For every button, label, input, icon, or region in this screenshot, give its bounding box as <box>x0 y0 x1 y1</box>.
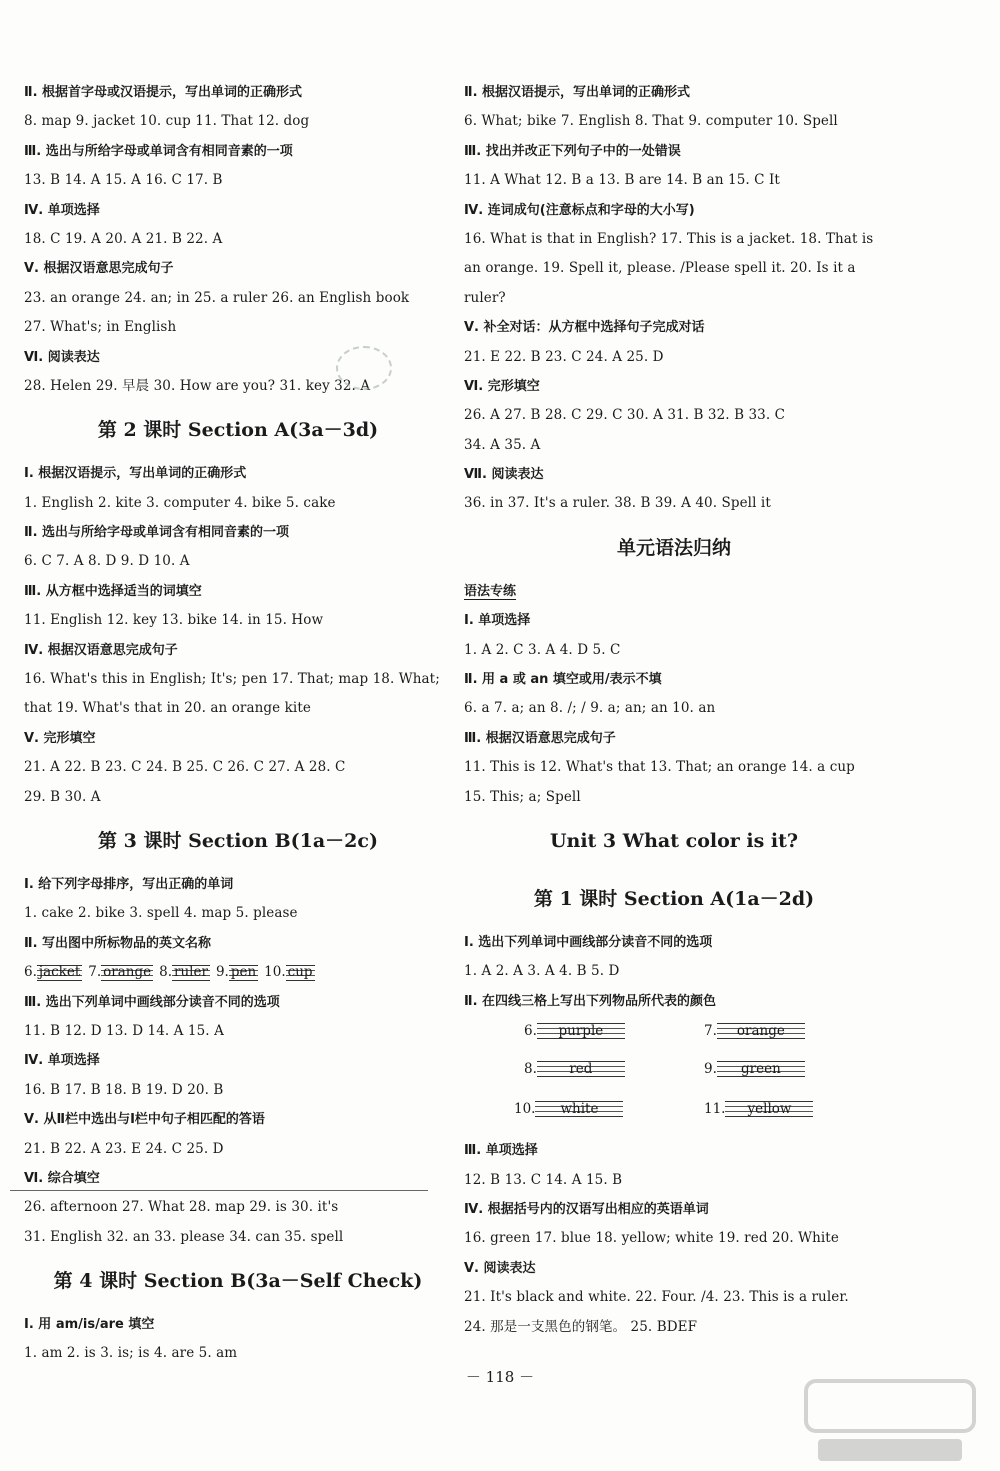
color-answer <box>704 1016 811 1046</box>
exercise-heading: Ⅰ. 给下列字母排序，写出正确的单词 <box>24 876 234 892</box>
answer-line: 1. A 2. A 3. A 4. B 5. D <box>464 963 620 980</box>
exercise-heading: Ⅲ. 从方框中选择适当的词填空 <box>24 583 202 599</box>
exercise-heading: Ⅳ. 单项选择 <box>24 1053 100 1069</box>
stamp-mark <box>336 346 392 390</box>
exercise-heading: Ⅱ. 用 a 或 an 填空或用/表示不填 <box>464 672 662 688</box>
four-line-answer <box>717 1054 805 1084</box>
answer-line: 16. What is that in English? 17. This is a jacket. 18. That is <box>464 230 874 247</box>
section-title: Unit 3 What color is it? <box>549 829 799 852</box>
answer-line: 1. English 2. kite 3. computer 4. bike 5. cake <box>24 494 336 511</box>
four-line-answer <box>725 1094 813 1124</box>
handwriting-answer-row <box>24 958 452 987</box>
exercise-heading: Ⅴ. 阅读表达 <box>464 1260 536 1276</box>
answer-word: cup <box>287 964 313 981</box>
answer-line: 24. 那是一支黑色的钢笔。 25. BDEF <box>464 1318 698 1335</box>
four-line-answer <box>37 958 82 987</box>
answer-word: jacket <box>38 964 81 981</box>
exercise-heading: Ⅱ. 根据汉语提示，写出单词的正确形式 <box>464 85 691 100</box>
exercise-heading: Ⅵ. 阅读表达 <box>24 349 100 365</box>
exercise-heading: Ⅲ. 根据汉语意思完成句子 <box>464 730 616 746</box>
exercise-heading: Ⅵ. 完形填空 <box>464 378 540 394</box>
answer-line: 8. map 9. jacket 10. cup 11. That 12. dog <box>24 113 310 130</box>
four-line-answer <box>286 958 315 987</box>
answer-line: 1. am 2. is 3. is; is 4. are 5. am <box>24 1345 238 1362</box>
exercise-heading: Ⅵ. 综合填空 <box>24 1170 100 1186</box>
color-answer <box>704 1054 811 1084</box>
answer-word: red <box>569 1061 593 1078</box>
right-column <box>464 78 884 1342</box>
answer-line: 1. A 2. C 3. A 4. D 5. C <box>464 641 621 658</box>
answer-number: 6. <box>24 964 37 981</box>
answer-line: 21. It's black and white. 22. Four. /4. 23. This is a ruler. <box>464 1289 849 1306</box>
answer-number: 7. <box>704 1023 717 1040</box>
answer-line: that 19. What's that in 20. an orange kite <box>24 700 311 717</box>
divider-line <box>10 1190 428 1191</box>
exercise-heading: Ⅴ. 从Ⅱ栏中选出与Ⅰ栏中句子相匹配的答语 <box>24 1112 265 1128</box>
page-number: － 118 － <box>465 1368 535 1386</box>
answer-word: pen <box>230 964 257 981</box>
four-line-answer <box>229 958 258 987</box>
answer-number: 6. <box>524 1023 537 1040</box>
color-answer <box>524 1016 631 1046</box>
answer-number: 10. <box>514 1101 536 1118</box>
color-answer-grid <box>464 1016 884 1136</box>
answer-number: 10. <box>264 964 286 981</box>
exercise-heading: Ⅲ. 单项选择 <box>464 1143 538 1159</box>
answer-number: 8. <box>159 964 173 981</box>
answer-line: 36. in 37. It's a ruler. 38. B 39. A 40. Spell it <box>464 495 771 512</box>
answer-line: 34. A 35. A <box>464 436 541 453</box>
four-line-answer <box>172 958 210 987</box>
answer-line: 16. What's this in English; It's; pen 17. That; map 18. What; <box>24 671 440 688</box>
exercise-heading: Ⅲ. 选出与所给字母或单词含有相同音素的一项 <box>24 143 293 159</box>
answer-word: white <box>560 1101 599 1118</box>
answer-word: green <box>741 1061 781 1078</box>
exercise-heading: Ⅶ. 阅读表达 <box>464 467 544 483</box>
color-answer <box>514 1094 629 1124</box>
answer-line: 21. A 22. B 23. C 24. B 25. C 26. C 27. A 28. C <box>24 759 346 776</box>
answer-line: 6. What; bike 7. English 8. That 9. computer 10. Spell <box>464 113 838 130</box>
exercise-heading: Ⅱ. 在四线三格上写出下列物品所代表的颜色 <box>464 993 717 1009</box>
answer-line: 27. What's; in English <box>24 319 177 336</box>
exercise-heading: Ⅰ. 选出下列单词中画线部分读音不同的选项 <box>464 934 713 950</box>
answer-word: orange <box>736 1023 785 1040</box>
section-title: 第 1 课时 Section A(1a－2d) <box>533 887 815 910</box>
exercise-heading: Ⅳ. 连词成句(注意标点和字母的大小写) <box>464 202 695 218</box>
answer-line: 15. This; a; Spell <box>464 788 581 805</box>
color-answer <box>524 1054 631 1084</box>
answer-line: ruler? <box>464 289 506 306</box>
section-title: 第 2 课时 Section A(3a－3d) <box>97 419 379 442</box>
section-title: 单元语法归纳 <box>616 536 731 559</box>
answer-line: 11. A What 12. B a 13. B are 14. B an 15. C It <box>464 172 780 189</box>
answer-line: 31. English 32. an 33. please 34. can 35. spell <box>24 1228 344 1245</box>
answer-line: 13. B 14. A 15. A 16. C 17. B <box>24 172 223 189</box>
answer-line: 29. B 30. A <box>24 788 101 805</box>
answer-line: 12. B 13. C 14. A 15. B <box>464 1171 623 1188</box>
exercise-heading: Ⅰ. 用 am/is/are 填空 <box>24 1317 155 1333</box>
four-line-answer <box>537 1016 625 1046</box>
watermark-logo <box>800 1375 980 1467</box>
exercise-heading: Ⅳ. 根据括号内的汉语写出相应的英语单词 <box>464 1201 709 1217</box>
answer-word: purple <box>558 1023 604 1040</box>
answer-line: an orange. 19. Spell it, please. /Please spell it. 20. Is it a <box>464 260 856 277</box>
exercise-heading: Ⅲ. 找出并改正下列句子中的一处错误 <box>464 143 681 159</box>
exercise-heading: Ⅱ. 写出图中所标物品的英文名称 <box>24 935 212 951</box>
answer-line: 18. C 19. A 20. A 21. B 22. A <box>24 230 223 247</box>
exercise-heading: Ⅰ. 单项选择 <box>464 613 531 629</box>
answer-line: 6. C 7. A 8. D 9. D 10. A <box>24 553 190 570</box>
answer-line: 16. B 17. B 18. B 19. D 20. B <box>24 1081 224 1098</box>
subsection-title: 语法专练 <box>464 583 517 599</box>
exercise-heading: Ⅴ. 根据汉语意思完成句子 <box>24 261 174 277</box>
exercise-heading: Ⅴ. 完形填空 <box>24 730 96 746</box>
exercise-heading: Ⅲ. 选出下列单词中画线部分读音不同的选项 <box>24 994 280 1010</box>
exercise-heading: Ⅳ. 根据汉语意思完成句子 <box>24 642 178 658</box>
exercise-heading: Ⅱ. 选出与所给字母或单词含有相同音素的一项 <box>24 525 290 541</box>
answer-word: yellow <box>747 1101 792 1118</box>
answer-line: 11. This is 12. What's that 13. That; an orange 14. a cup <box>464 759 855 776</box>
exercise-heading: Ⅴ. 补全对话：从方框中选择句子完成对话 <box>464 320 705 336</box>
four-line-answer <box>537 1054 625 1084</box>
answer-line: 11. B 12. D 13. D 14. A 15. A <box>24 1022 224 1039</box>
answer-number: 8. <box>524 1061 537 1078</box>
answer-number: 9. <box>704 1061 717 1078</box>
color-answer <box>704 1094 819 1124</box>
answer-line: 21. E 22. B 23. C 24. A 25. D <box>464 348 664 365</box>
answer-line: 16. green 17. blue 18. yellow; white 19. red 20. White <box>464 1230 839 1247</box>
answer-line: 23. an orange 24. an; in 25. a ruler 26. an English book <box>24 289 410 306</box>
four-line-answer <box>717 1016 805 1046</box>
four-line-answer <box>101 958 153 987</box>
answer-line: 6. a 7. a; an 8. /; / 9. a; an; an 10. an <box>464 700 716 717</box>
answer-number: 11. <box>704 1101 726 1118</box>
left-column <box>24 78 452 1369</box>
answer-word: ruler <box>174 964 208 981</box>
section-title: 第 4 课时 Section B(3a－Self Check) <box>53 1270 423 1293</box>
answer-number: 9. <box>215 964 229 981</box>
answer-line: 26. A 27. B 28. C 29. C 30. A 31. B 32. B 33. C <box>464 407 786 424</box>
answer-line: 28. Helen 29. 早晨 30. How are you? 31. key 32. A <box>24 377 371 394</box>
answer-line: 11. English 12. key 13. bike 14. in 15. How <box>24 612 324 629</box>
exercise-heading: Ⅱ. 根据首字母或汉语提示，写出单词的正确形式 <box>24 85 303 100</box>
section-title: 第 3 课时 Section B(1a－2c) <box>98 829 378 852</box>
answer-word: orange <box>103 964 152 981</box>
exercise-heading: Ⅰ. 根据汉语提示，写出单词的正确形式 <box>24 466 247 482</box>
answer-line: 26. afternoon 27. What 28. map 29. is 30. it's <box>24 1199 339 1216</box>
four-line-answer <box>535 1094 623 1124</box>
answer-line: 21. B 22. A 23. E 24. C 25. D <box>24 1140 224 1157</box>
answer-line: 1. cake 2. bike 3. spell 4. map 5. please <box>24 905 298 922</box>
answer-number: 7. <box>88 964 102 981</box>
exercise-heading: Ⅳ. 单项选择 <box>24 202 100 218</box>
